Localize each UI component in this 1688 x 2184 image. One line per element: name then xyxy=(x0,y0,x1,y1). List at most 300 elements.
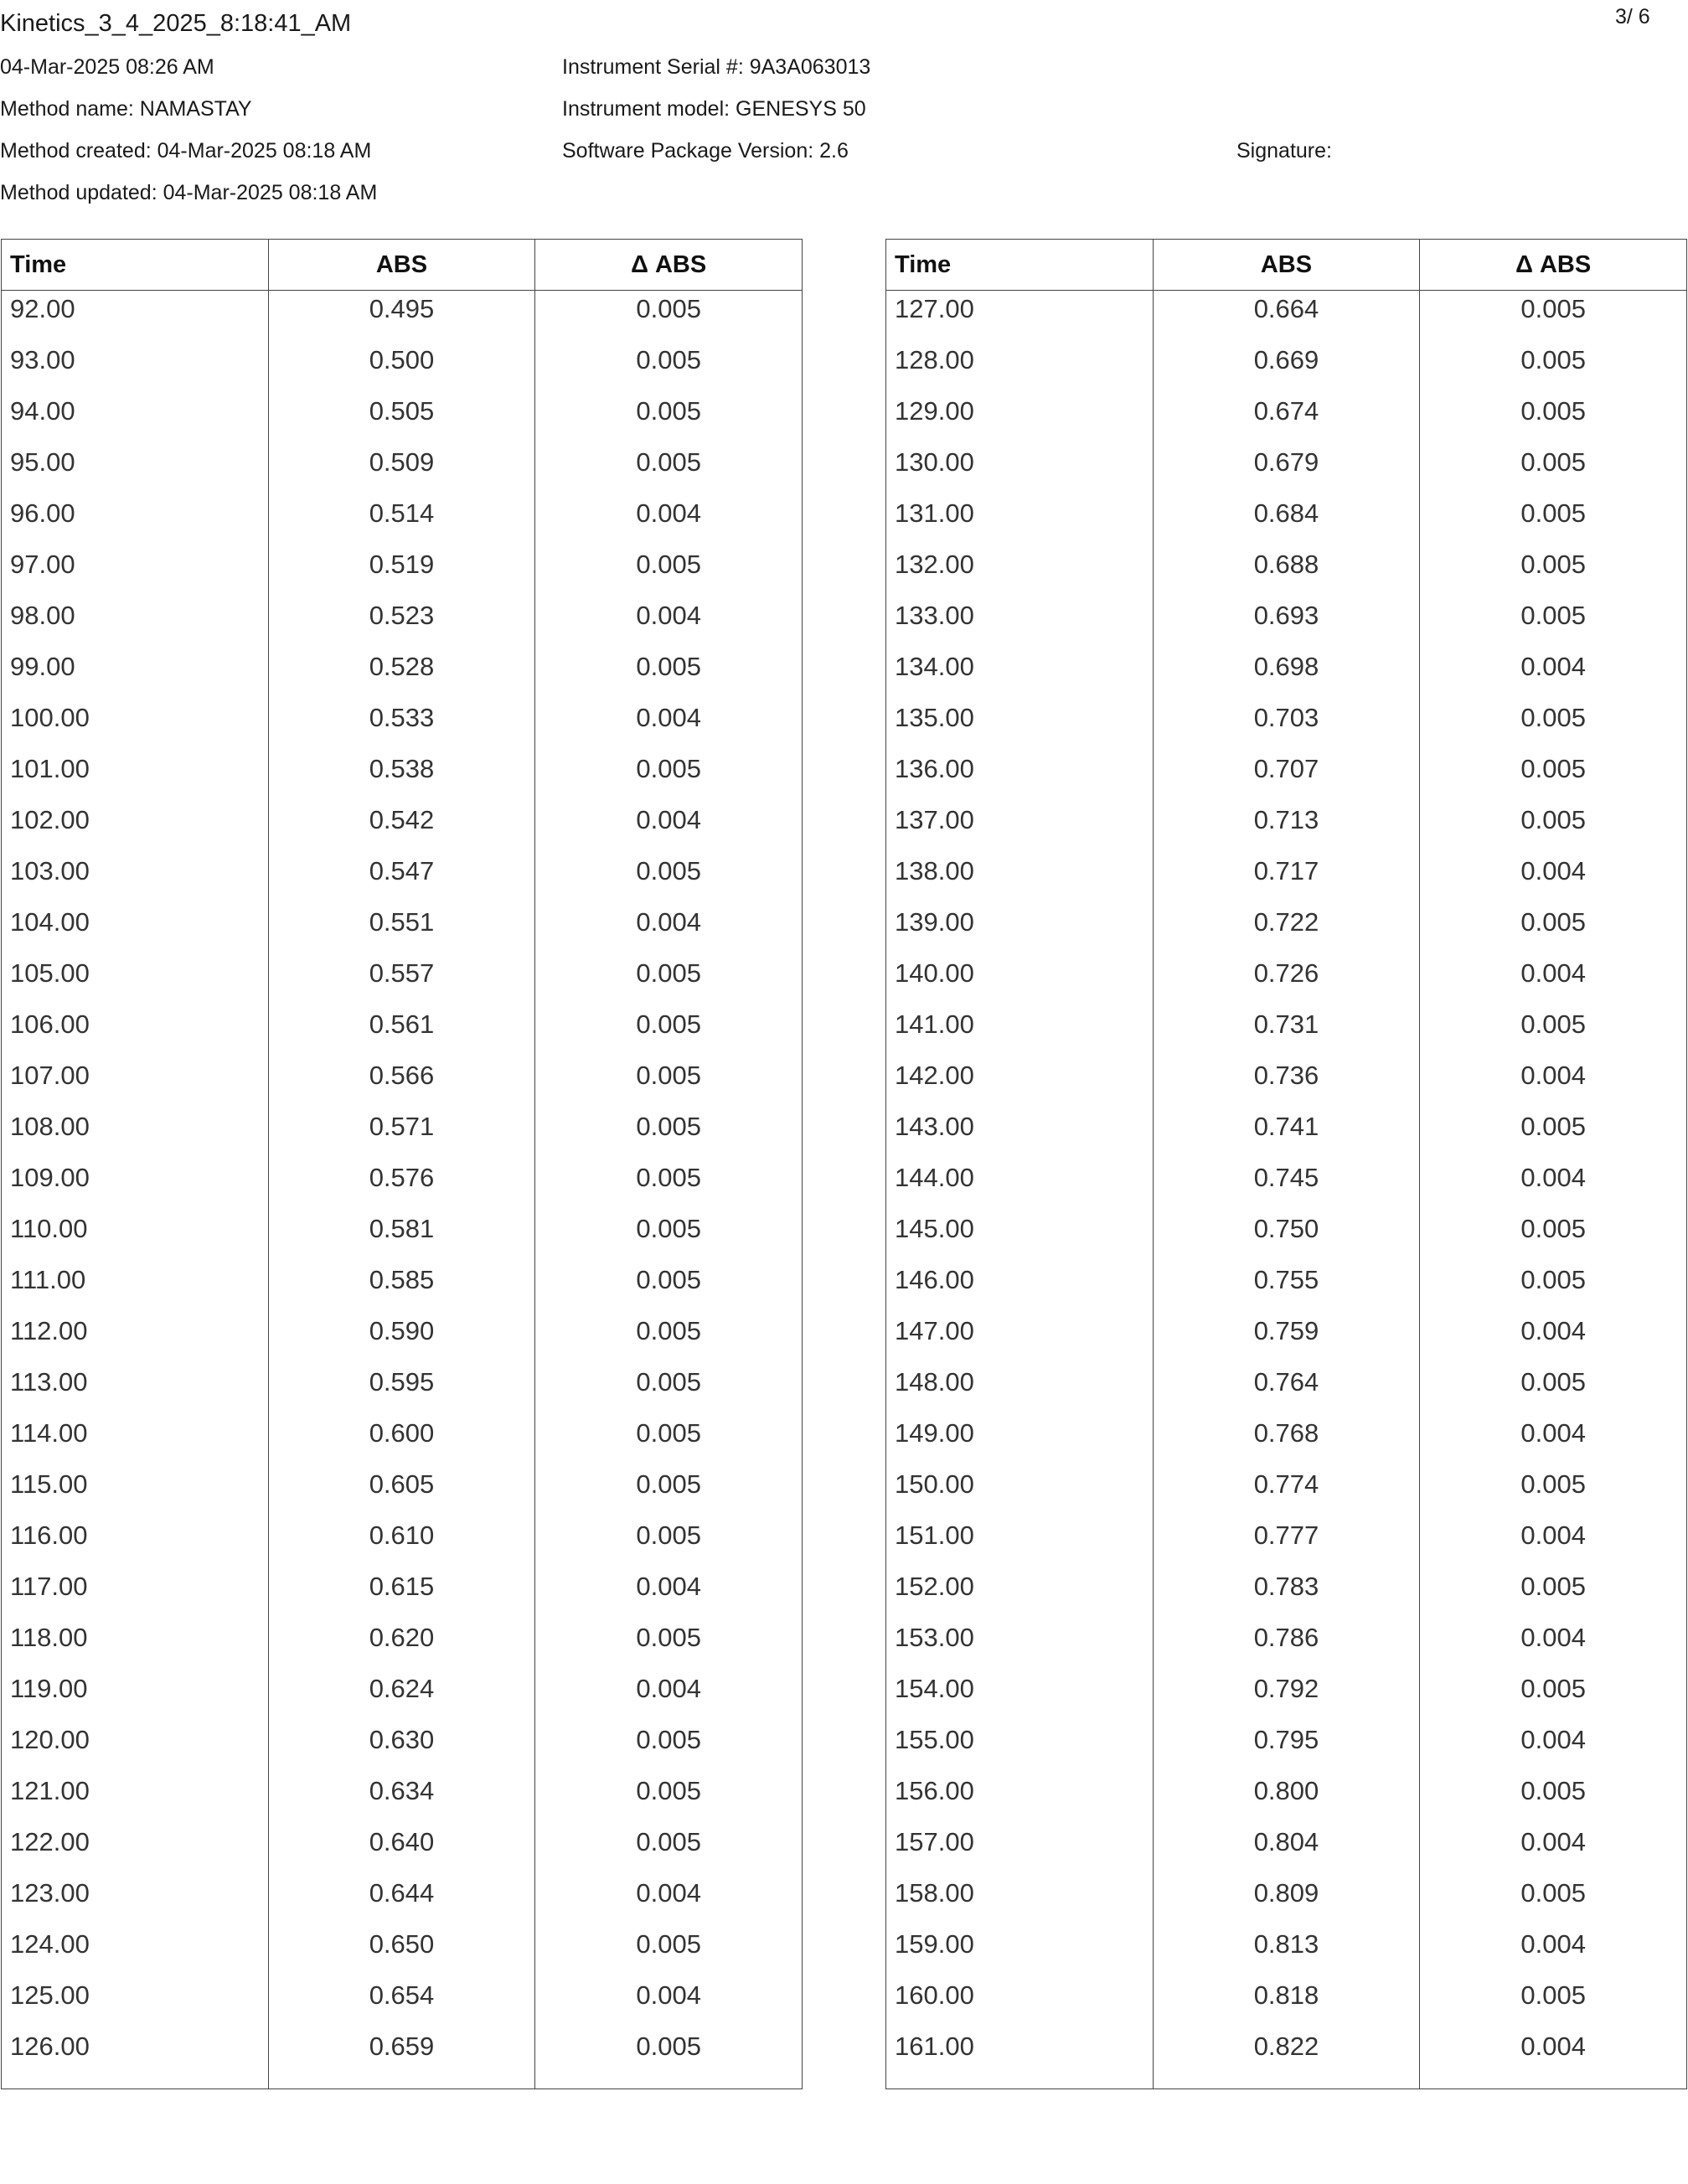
table-row xyxy=(886,1159,1687,1211)
report-title: Kinetics_3_4_2025_8:18:41_AM xyxy=(0,10,352,37)
delta-abs-cell: 0.004 xyxy=(535,1568,803,1619)
report-date: 04-Mar-2025 08:26 AM xyxy=(0,55,214,79)
abs-cell: 0.800 xyxy=(1153,1773,1420,1824)
abs-cell: 0.495 xyxy=(268,291,535,343)
table-row xyxy=(2,853,803,904)
delta-abs-cell: 0.005 xyxy=(535,751,803,802)
table-row xyxy=(2,955,803,1006)
time-cell: 138.00 xyxy=(895,856,974,885)
table-row xyxy=(2,802,803,853)
abs-cell: 0.674 xyxy=(1153,393,1420,444)
delta-abs-cell: 0.005 xyxy=(1420,495,1687,546)
abs-cell: 0.813 xyxy=(1153,1926,1420,1977)
kinetics-table-right xyxy=(885,239,1687,2089)
delta-abs-cell: 0.004 xyxy=(1420,648,1687,700)
delta-abs-cell: 0.004 xyxy=(535,597,803,648)
time-cell: 155.00 xyxy=(895,1725,974,1754)
table-row xyxy=(2,597,803,648)
time-cell: 106.00 xyxy=(10,1009,90,1039)
abs-cell: 0.630 xyxy=(268,1722,535,1773)
table-row xyxy=(2,1773,803,1824)
abs-cell: 0.717 xyxy=(1153,853,1420,904)
time-cell: 96.00 xyxy=(10,498,75,528)
abs-cell: 0.509 xyxy=(268,444,535,495)
delta-abs-cell: 0.004 xyxy=(535,802,803,853)
table-row xyxy=(2,1313,803,1364)
table-row xyxy=(886,342,1687,393)
delta-abs-cell: 0.005 xyxy=(1420,597,1687,648)
abs-cell: 0.615 xyxy=(268,1568,535,1619)
time-cell: 124.00 xyxy=(10,1929,90,1959)
abs-cell: 0.605 xyxy=(268,1466,535,1517)
table-row xyxy=(886,1211,1687,1262)
table-row xyxy=(886,1364,1687,1415)
abs-cell: 0.542 xyxy=(268,802,535,853)
delta-abs-cell: 0.005 xyxy=(535,291,803,343)
abs-cell: 0.640 xyxy=(268,1824,535,1875)
time-cell: 158.00 xyxy=(895,1878,974,1908)
table-row xyxy=(886,904,1687,955)
table-row xyxy=(2,393,803,444)
abs-cell: 0.519 xyxy=(268,546,535,597)
time-cell: 99.00 xyxy=(10,652,75,681)
table-row xyxy=(2,700,803,751)
delta-abs-cell: 0.005 xyxy=(535,1415,803,1466)
table-row xyxy=(2,1619,803,1670)
time-cell: 120.00 xyxy=(10,1725,90,1754)
table-row xyxy=(2,1006,803,1057)
time-cell: 153.00 xyxy=(895,1623,974,1652)
delta-abs-cell: 0.004 xyxy=(1420,1926,1687,1977)
time-cell: 141.00 xyxy=(895,1009,974,1039)
time-cell: 161.00 xyxy=(895,2032,974,2061)
abs-cell: 0.528 xyxy=(268,648,535,700)
table-row xyxy=(886,1057,1687,1108)
table-row xyxy=(2,1926,803,1977)
table-row xyxy=(886,1875,1687,1926)
table-row xyxy=(886,1722,1687,1773)
time-cell: 152.00 xyxy=(895,1572,974,1601)
abs-cell: 0.795 xyxy=(1153,1722,1420,1773)
table-row xyxy=(2,342,803,393)
table-header-row xyxy=(2,240,803,291)
abs-cell: 0.581 xyxy=(268,1211,535,1262)
delta-abs-cell: 0.005 xyxy=(535,1262,803,1313)
table-row xyxy=(2,1517,803,1568)
table-row xyxy=(886,1824,1687,1875)
abs-cell: 0.654 xyxy=(268,1977,535,2028)
abs-cell: 0.571 xyxy=(268,1108,535,1159)
abs-cell: 0.650 xyxy=(268,1926,535,1977)
table-row xyxy=(886,955,1687,1006)
abs-cell: 0.684 xyxy=(1153,495,1420,546)
time-cell: 125.00 xyxy=(10,1980,90,2010)
table-row xyxy=(2,1415,803,1466)
time-cell: 109.00 xyxy=(10,1163,90,1192)
table-row xyxy=(886,291,1687,343)
time-cell: 127.00 xyxy=(895,294,974,323)
time-cell: 135.00 xyxy=(895,703,974,732)
table-row xyxy=(886,546,1687,597)
kinetics-table-left xyxy=(1,239,803,2089)
time-cell: 130.00 xyxy=(895,447,974,477)
delta-abs-cell: 0.005 xyxy=(535,1211,803,1262)
delta-abs-cell: 0.005 xyxy=(535,1057,803,1108)
abs-cell: 0.693 xyxy=(1153,597,1420,648)
time-cell: 140.00 xyxy=(895,958,974,988)
abs-cell: 0.786 xyxy=(1153,1619,1420,1670)
abs-cell: 0.500 xyxy=(268,342,535,393)
delta-abs-cell: 0.005 xyxy=(1420,1262,1687,1313)
delta-abs-cell: 0.004 xyxy=(1420,1619,1687,1670)
table-row xyxy=(886,597,1687,648)
abs-cell: 0.514 xyxy=(268,495,535,546)
table-row xyxy=(886,1262,1687,1313)
delta-abs-cell: 0.005 xyxy=(535,955,803,1006)
time-cell: 100.00 xyxy=(10,703,90,732)
delta-abs-cell: 0.004 xyxy=(1420,955,1687,1006)
table-row xyxy=(2,1824,803,1875)
table-row xyxy=(2,751,803,802)
software-version: Software Package Version: 2.6 xyxy=(562,139,849,163)
abs-cell: 0.634 xyxy=(268,1773,535,1824)
table-row xyxy=(886,1619,1687,1670)
time-cell: 147.00 xyxy=(895,1316,974,1345)
delta-abs-cell: 0.005 xyxy=(1420,751,1687,802)
delta-abs-cell: 0.004 xyxy=(1420,1517,1687,1568)
delta-abs-cell: 0.005 xyxy=(535,1466,803,1517)
time-cell: 98.00 xyxy=(10,601,75,630)
table-row xyxy=(2,1466,803,1517)
table-row xyxy=(2,1159,803,1211)
delta-abs-cell: 0.005 xyxy=(535,444,803,495)
table-row xyxy=(2,1670,803,1722)
delta-abs-cell: 0.005 xyxy=(535,1773,803,1824)
table-row xyxy=(2,444,803,495)
abs-cell: 0.777 xyxy=(1153,1517,1420,1568)
abs-cell: 0.804 xyxy=(1153,1824,1420,1875)
delta-abs-cell: 0.005 xyxy=(1420,342,1687,393)
abs-cell: 0.792 xyxy=(1153,1670,1420,1722)
time-cell: 144.00 xyxy=(895,1163,974,1192)
abs-cell: 0.595 xyxy=(268,1364,535,1415)
delta-abs-cell: 0.005 xyxy=(535,1824,803,1875)
time-cell: 115.00 xyxy=(10,1469,88,1499)
time-cell: 94.00 xyxy=(10,396,75,426)
table-row xyxy=(886,751,1687,802)
table-row xyxy=(886,1568,1687,1619)
page-number: 3/ 6 xyxy=(1615,5,1650,28)
time-cell: 143.00 xyxy=(895,1112,974,1141)
table-row xyxy=(2,546,803,597)
delta-abs-cell: 0.005 xyxy=(1420,1211,1687,1262)
abs-cell: 0.644 xyxy=(268,1875,535,1926)
abs-cell: 0.610 xyxy=(268,1517,535,1568)
table-row xyxy=(886,1517,1687,1568)
time-cell: 160.00 xyxy=(895,1980,974,2010)
abs-cell: 0.698 xyxy=(1153,648,1420,700)
time-cell: 142.00 xyxy=(895,1061,974,1090)
table-row xyxy=(886,648,1687,700)
time-cell: 136.00 xyxy=(895,754,974,783)
abs-cell: 0.659 xyxy=(268,2028,535,2089)
time-cell: 128.00 xyxy=(895,345,974,374)
delta-abs-cell: 0.005 xyxy=(535,1926,803,1977)
abs-cell: 0.822 xyxy=(1153,2028,1420,2089)
instrument-serial: Instrument Serial #: 9A3A063013 xyxy=(562,55,871,79)
signature-label: Signature: xyxy=(1236,139,1332,163)
time-cell: 121.00 xyxy=(10,1776,90,1805)
table-row xyxy=(886,1108,1687,1159)
delta-abs-cell: 0.005 xyxy=(535,1517,803,1568)
delta-abs-cell: 0.005 xyxy=(535,2028,803,2089)
table-row xyxy=(886,495,1687,546)
table-row xyxy=(2,1262,803,1313)
abs-cell: 0.750 xyxy=(1153,1211,1420,1262)
time-cell: 148.00 xyxy=(895,1367,974,1397)
abs-cell: 0.533 xyxy=(268,700,535,751)
delta-abs-cell: 0.004 xyxy=(535,1875,803,1926)
delta-abs-cell: 0.005 xyxy=(535,1006,803,1057)
time-cell: 117.00 xyxy=(10,1572,88,1601)
abs-cell: 0.566 xyxy=(268,1057,535,1108)
delta-abs-cell: 0.005 xyxy=(1420,1006,1687,1057)
table-row xyxy=(2,2028,803,2089)
time-cell: 156.00 xyxy=(895,1776,974,1805)
abs-cell: 0.679 xyxy=(1153,444,1420,495)
delta-abs-cell: 0.004 xyxy=(535,495,803,546)
column-header-time: Time xyxy=(2,240,269,291)
table-row xyxy=(886,1670,1687,1722)
table-row xyxy=(2,1108,803,1159)
table-row xyxy=(2,1568,803,1619)
delta-abs-cell: 0.005 xyxy=(1420,1670,1687,1722)
delta-abs-cell: 0.005 xyxy=(1420,1977,1687,2028)
time-cell: 146.00 xyxy=(895,1265,974,1294)
table-header-row xyxy=(886,240,1687,291)
delta-abs-cell: 0.005 xyxy=(535,1159,803,1211)
abs-cell: 0.768 xyxy=(1153,1415,1420,1466)
delta-abs-cell: 0.005 xyxy=(535,1313,803,1364)
abs-cell: 0.774 xyxy=(1153,1466,1420,1517)
table-row xyxy=(886,1313,1687,1364)
column-header-abs: ABS xyxy=(268,240,535,291)
abs-cell: 0.764 xyxy=(1153,1364,1420,1415)
method-name: Method name: NAMASTAY xyxy=(0,97,252,121)
time-cell: 151.00 xyxy=(895,1521,974,1550)
abs-cell: 0.600 xyxy=(268,1415,535,1466)
delta-abs-cell: 0.005 xyxy=(535,1722,803,1773)
time-cell: 107.00 xyxy=(10,1061,90,1090)
time-cell: 122.00 xyxy=(10,1827,90,1856)
time-cell: 137.00 xyxy=(895,805,974,834)
table-row xyxy=(886,393,1687,444)
delta-abs-cell: 0.005 xyxy=(535,853,803,904)
abs-cell: 0.561 xyxy=(268,1006,535,1057)
delta-abs-cell: 0.005 xyxy=(1420,1773,1687,1824)
delta-abs-cell: 0.005 xyxy=(535,393,803,444)
abs-cell: 0.551 xyxy=(268,904,535,955)
time-cell: 132.00 xyxy=(895,550,974,579)
column-header-delta-abs: Δ ABS xyxy=(535,240,803,291)
time-cell: 114.00 xyxy=(10,1418,88,1448)
abs-cell: 0.624 xyxy=(268,1670,535,1722)
delta-abs-cell: 0.005 xyxy=(1420,904,1687,955)
table-row xyxy=(886,802,1687,853)
table-row xyxy=(2,1722,803,1773)
table-row xyxy=(2,904,803,955)
delta-abs-cell: 0.005 xyxy=(1420,1875,1687,1926)
time-cell: 102.00 xyxy=(10,805,90,834)
abs-cell: 0.783 xyxy=(1153,1568,1420,1619)
table-row xyxy=(886,700,1687,751)
delta-abs-cell: 0.004 xyxy=(535,700,803,751)
abs-cell: 0.703 xyxy=(1153,700,1420,751)
table-row xyxy=(2,495,803,546)
abs-cell: 0.505 xyxy=(268,393,535,444)
abs-cell: 0.759 xyxy=(1153,1313,1420,1364)
abs-cell: 0.538 xyxy=(268,751,535,802)
delta-abs-cell: 0.005 xyxy=(1420,1108,1687,1159)
time-cell: 110.00 xyxy=(10,1214,88,1243)
time-cell: 123.00 xyxy=(10,1878,90,1908)
table-row xyxy=(2,1211,803,1262)
abs-cell: 0.688 xyxy=(1153,546,1420,597)
delta-abs-cell: 0.005 xyxy=(1420,802,1687,853)
table-row xyxy=(886,853,1687,904)
column-header-abs: ABS xyxy=(1153,240,1420,291)
abs-cell: 0.736 xyxy=(1153,1057,1420,1108)
column-header-delta-abs: Δ ABS xyxy=(1420,240,1687,291)
delta-abs-cell: 0.004 xyxy=(1420,853,1687,904)
delta-abs-cell: 0.005 xyxy=(1420,393,1687,444)
delta-abs-cell: 0.005 xyxy=(535,546,803,597)
delta-abs-cell: 0.005 xyxy=(535,648,803,700)
time-cell: 92.00 xyxy=(10,294,75,323)
abs-cell: 0.741 xyxy=(1153,1108,1420,1159)
time-cell: 116.00 xyxy=(10,1521,88,1550)
table-row xyxy=(2,1364,803,1415)
abs-cell: 0.745 xyxy=(1153,1159,1420,1211)
time-cell: 111.00 xyxy=(10,1265,86,1294)
table-row xyxy=(886,2028,1687,2089)
abs-cell: 0.557 xyxy=(268,955,535,1006)
table-row xyxy=(886,1926,1687,1977)
abs-cell: 0.726 xyxy=(1153,955,1420,1006)
delta-abs-cell: 0.004 xyxy=(1420,1057,1687,1108)
delta-abs-cell: 0.004 xyxy=(1420,2028,1687,2089)
table-row xyxy=(886,1415,1687,1466)
delta-abs-cell: 0.005 xyxy=(535,1108,803,1159)
abs-cell: 0.809 xyxy=(1153,1875,1420,1926)
table-row xyxy=(886,1773,1687,1824)
abs-cell: 0.722 xyxy=(1153,904,1420,955)
delta-abs-cell: 0.004 xyxy=(535,904,803,955)
time-cell: 126.00 xyxy=(10,2032,90,2061)
delta-abs-cell: 0.005 xyxy=(1420,1466,1687,1517)
abs-cell: 0.523 xyxy=(268,597,535,648)
time-cell: 133.00 xyxy=(895,601,974,630)
abs-cell: 0.585 xyxy=(268,1262,535,1313)
table-row xyxy=(2,648,803,700)
time-cell: 149.00 xyxy=(895,1418,974,1448)
abs-cell: 0.818 xyxy=(1153,1977,1420,2028)
table-row xyxy=(886,444,1687,495)
time-cell: 112.00 xyxy=(10,1316,88,1345)
abs-cell: 0.707 xyxy=(1153,751,1420,802)
delta-abs-cell: 0.004 xyxy=(1420,1722,1687,1773)
time-cell: 101.00 xyxy=(10,754,90,783)
abs-cell: 0.664 xyxy=(1153,291,1420,343)
time-cell: 108.00 xyxy=(10,1112,90,1141)
abs-cell: 0.731 xyxy=(1153,1006,1420,1057)
time-cell: 145.00 xyxy=(895,1214,974,1243)
time-cell: 129.00 xyxy=(895,396,974,426)
table-row xyxy=(886,1006,1687,1057)
delta-abs-cell: 0.005 xyxy=(1420,291,1687,343)
delta-abs-cell: 0.005 xyxy=(535,1364,803,1415)
time-cell: 113.00 xyxy=(10,1367,88,1397)
time-cell: 93.00 xyxy=(10,345,75,374)
time-cell: 103.00 xyxy=(10,856,90,885)
table-row xyxy=(2,1057,803,1108)
delta-abs-cell: 0.005 xyxy=(1420,700,1687,751)
time-cell: 154.00 xyxy=(895,1674,974,1703)
time-cell: 97.00 xyxy=(10,550,75,579)
table-row xyxy=(886,1466,1687,1517)
delta-abs-cell: 0.004 xyxy=(1420,1313,1687,1364)
method-created: Method created: 04-Mar-2025 08:18 AM xyxy=(0,139,372,163)
time-cell: 131.00 xyxy=(895,498,974,528)
abs-cell: 0.590 xyxy=(268,1313,535,1364)
delta-abs-cell: 0.005 xyxy=(1420,1568,1687,1619)
time-cell: 134.00 xyxy=(895,652,974,681)
time-cell: 105.00 xyxy=(10,958,90,988)
delta-abs-cell: 0.005 xyxy=(535,1619,803,1670)
method-updated: Method updated: 04-Mar-2025 08:18 AM xyxy=(0,181,378,204)
abs-cell: 0.547 xyxy=(268,853,535,904)
table-row xyxy=(2,1977,803,2028)
column-header-time: Time xyxy=(886,240,1154,291)
abs-cell: 0.713 xyxy=(1153,802,1420,853)
abs-cell: 0.576 xyxy=(268,1159,535,1211)
table-row xyxy=(2,1875,803,1926)
delta-abs-cell: 0.005 xyxy=(1420,546,1687,597)
delta-abs-cell: 0.004 xyxy=(535,1977,803,2028)
time-cell: 104.00 xyxy=(10,907,90,937)
delta-abs-cell: 0.004 xyxy=(1420,1824,1687,1875)
time-cell: 157.00 xyxy=(895,1827,974,1856)
table-row xyxy=(886,1977,1687,2028)
delta-abs-cell: 0.005 xyxy=(1420,444,1687,495)
abs-cell: 0.620 xyxy=(268,1619,535,1670)
time-cell: 159.00 xyxy=(895,1929,974,1959)
delta-abs-cell: 0.005 xyxy=(535,342,803,393)
delta-abs-cell: 0.004 xyxy=(1420,1415,1687,1466)
abs-cell: 0.669 xyxy=(1153,342,1420,393)
abs-cell: 0.755 xyxy=(1153,1262,1420,1313)
time-cell: 139.00 xyxy=(895,907,974,937)
time-cell: 119.00 xyxy=(10,1674,88,1703)
delta-abs-cell: 0.005 xyxy=(1420,1364,1687,1415)
delta-abs-cell: 0.004 xyxy=(1420,1159,1687,1211)
instrument-model: Instrument model: GENESYS 50 xyxy=(562,97,866,121)
delta-abs-cell: 0.004 xyxy=(535,1670,803,1722)
time-cell: 118.00 xyxy=(10,1623,88,1652)
time-cell: 95.00 xyxy=(10,447,75,477)
table-row xyxy=(2,291,803,343)
time-cell: 150.00 xyxy=(895,1469,974,1499)
